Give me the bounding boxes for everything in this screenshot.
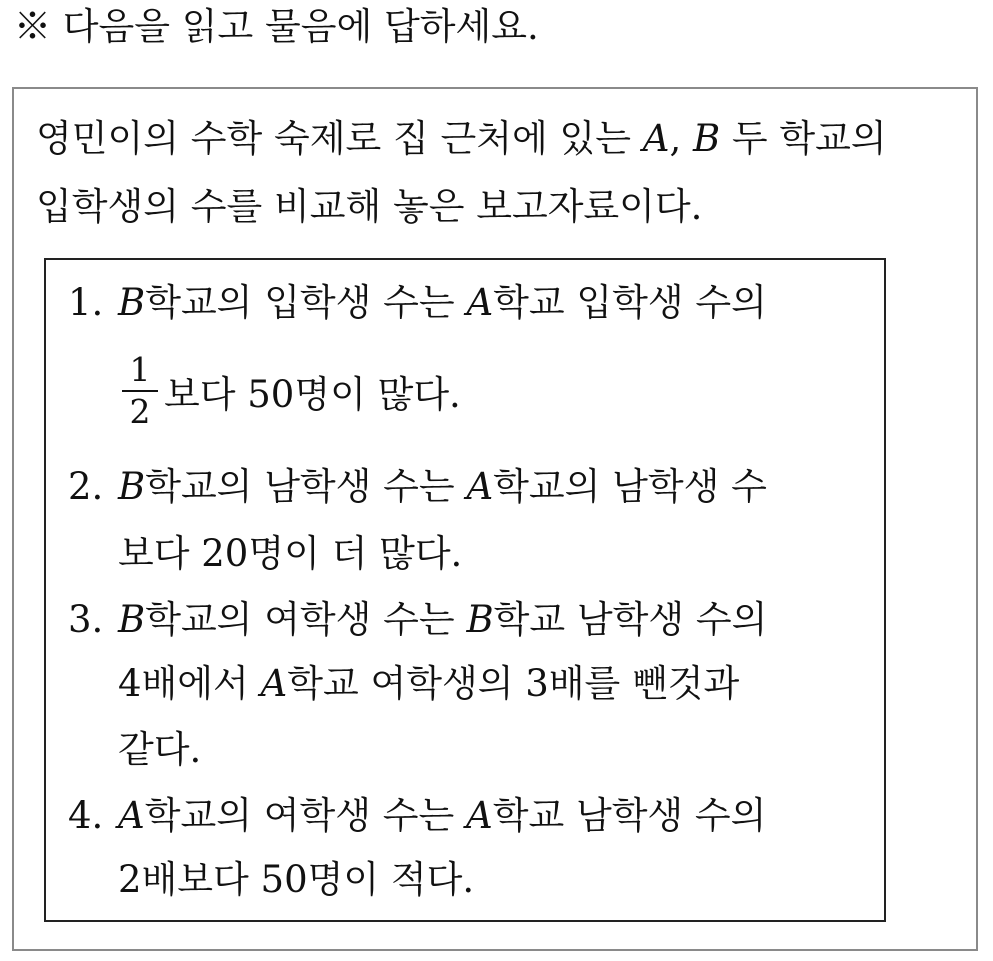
passage-line-1-pre: 영민이의 수학 숙제로 집 근처에 있는 [36,117,643,160]
item-2-line-1 [68,464,767,510]
school-var: A [465,794,493,837]
school-var: A [260,662,288,705]
instruction-text: ※ 다음을 읽고 물음에 답하세요. [14,5,539,48]
school-var: B [118,465,146,508]
text-segment: 학교 여학생의 3배를 뺀것과 [287,662,740,705]
passage-line-1-post: 두 학교의 [720,117,887,160]
text-segment: 학교의 여학생 수는 [144,794,466,837]
fraction-denominator: 2 [129,392,151,431]
school-var: A [466,281,494,324]
item-1-text [118,281,767,324]
passage-sep: , [669,117,693,160]
text-segment: 학교의 남학생 수는 [145,465,467,508]
item-1-line-1 [68,280,767,326]
item-2-text [118,465,767,508]
fraction-numerator: 1 [129,350,151,389]
fraction-one-half [122,352,158,430]
item-3-number: 3. [68,598,104,641]
item-3-text [118,598,767,641]
passage-line-1 [36,116,887,162]
item-3-line-2 [118,661,739,707]
item-4-line-1 [68,793,766,839]
passage-line-2: 입학생의 수를 비교해 놓은 보고자료이다. [36,185,703,228]
item-4-number: 4. [68,794,104,837]
item-1-line-2: 보다 50명이 많다. [164,373,461,416]
school-a-var: A [642,117,670,160]
text-segment: 학교 남학생 수의 [493,598,768,641]
school-var: A [466,465,494,508]
school-var: B [118,598,146,641]
text-segment: 학교의 입학생 수는 [145,281,467,324]
item-1-number: 1. [68,281,104,324]
school-var: A [118,794,145,837]
item-2-line-2: 보다 20명이 더 많다. [118,532,463,575]
item-3-line-1 [68,597,767,643]
item-3-line-3: 같다. [118,728,202,771]
text-segment: 학교의 여학생 수는 [145,598,467,641]
text-segment: 학교 남학생 수의 [492,794,767,837]
school-var: B [466,598,494,641]
item-4-text [118,794,766,837]
school-b-var: B [692,117,721,160]
item-2-number: 2. [68,465,104,508]
text-segment: 학교의 남학생 수 [493,465,767,508]
school-var: B [118,281,146,324]
item-4-line-2: 2배보다 50명이 적다. [118,858,475,901]
text-segment: 학교 입학생 수의 [493,281,767,324]
text-segment: 4배에서 [118,662,261,705]
